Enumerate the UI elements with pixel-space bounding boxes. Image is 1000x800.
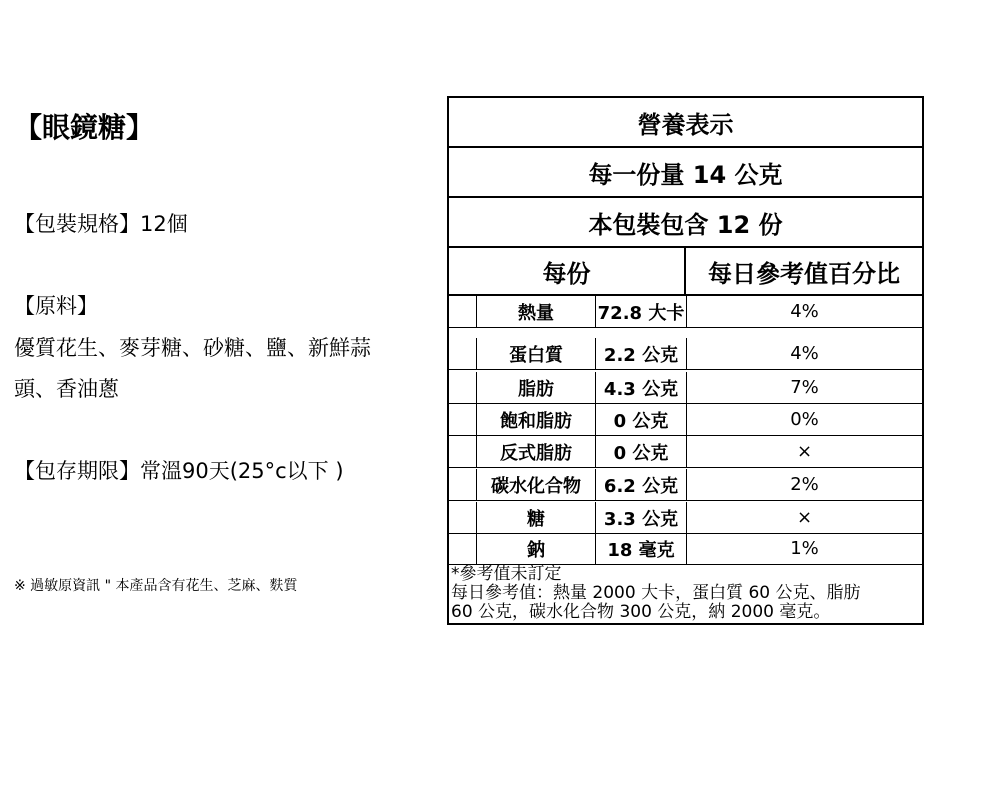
nutrient-name: 反式脂肪 (476, 436, 596, 467)
column-headers (449, 248, 922, 296)
ingredients-heading: 【原料】 (14, 294, 98, 318)
serving-size: 每一份量 14 公克 (449, 148, 922, 198)
nutrient-value: 18 毫克 (596, 533, 687, 564)
nutrient-value: 72.8 大卡 (596, 296, 687, 327)
nutrient-name: 熱量 (476, 296, 596, 327)
nutrient-percent: × (796, 507, 813, 528)
nutrition-title: 營養表示 (449, 98, 922, 148)
servings-per-package: 本包裝包含 12 份 (449, 198, 922, 248)
nutrient-name: 飽和脂肪 (476, 404, 596, 435)
nutrient-name: 碳水化合物 (476, 469, 596, 500)
nutrient-name: 糖 (476, 502, 596, 533)
nutrient-row (449, 372, 922, 404)
nutrient-percent: 4% (790, 343, 819, 364)
nutrient-percent: 2% (790, 474, 819, 495)
nutrient-name: 鈉 (476, 533, 596, 564)
nutrient-value: 0 公克 (596, 436, 687, 467)
nutrient-row (449, 436, 922, 468)
nutrient-row (449, 296, 922, 328)
nutrient-value: 4.3 公克 (596, 372, 687, 403)
nutrient-name: 脂肪 (476, 372, 596, 403)
ingredients-line-2: 頭、香油蔥 (14, 377, 119, 401)
ingredients-line-1: 優質花生、麥芽糖、砂糖、鹽、新鮮蒜 (14, 336, 371, 360)
footnote-daily-values-2: 60 公克，碳水化合物 300 公克，納 2000 毫克。 (451, 602, 831, 622)
nutrition-facts-table (447, 96, 924, 625)
nutrient-value: 3.3 公克 (596, 502, 687, 533)
nutrient-row (449, 404, 922, 436)
nutrient-percent: 0% (790, 409, 819, 430)
shelf-life: 【包存期限】常溫90天(25°c以下 ) (14, 459, 344, 483)
nutrition-footnote (451, 565, 921, 622)
product-info (0, 0, 440, 800)
col-daily-percent: 每日參考值百分比 (708, 259, 900, 288)
nutrient-value: 6.2 公克 (596, 469, 687, 500)
package-spec: 【包裝規格】12個 (14, 212, 188, 236)
product-title: 【眼鏡糖】 (14, 111, 155, 144)
footnote-daily-values-1: 每日參考值：熱量 2000 大卡，蛋白質 60 公克、脂肪 (451, 583, 861, 603)
nutrient-value: 2.2 公克 (596, 338, 687, 369)
nutrient-row (449, 469, 922, 501)
nutrient-row (449, 533, 922, 565)
nutrient-percent: 4% (790, 301, 819, 322)
nutrient-percent: 7% (790, 377, 819, 398)
col-per-serving: 每份 (449, 248, 686, 294)
nutrient-name: 蛋白質 (476, 338, 596, 369)
nutrient-row (449, 338, 922, 370)
footnote-not-set: *參考值未訂定 (451, 564, 562, 584)
nutrient-value: 0 公克 (596, 404, 687, 435)
nutrient-percent: 1% (790, 538, 819, 559)
nutrient-row (449, 502, 922, 534)
nutrient-percent: × (796, 441, 813, 462)
allergy-info: ※ 過敏原資訊 " 本產品含有花生、芝麻、麩質 (14, 578, 298, 594)
